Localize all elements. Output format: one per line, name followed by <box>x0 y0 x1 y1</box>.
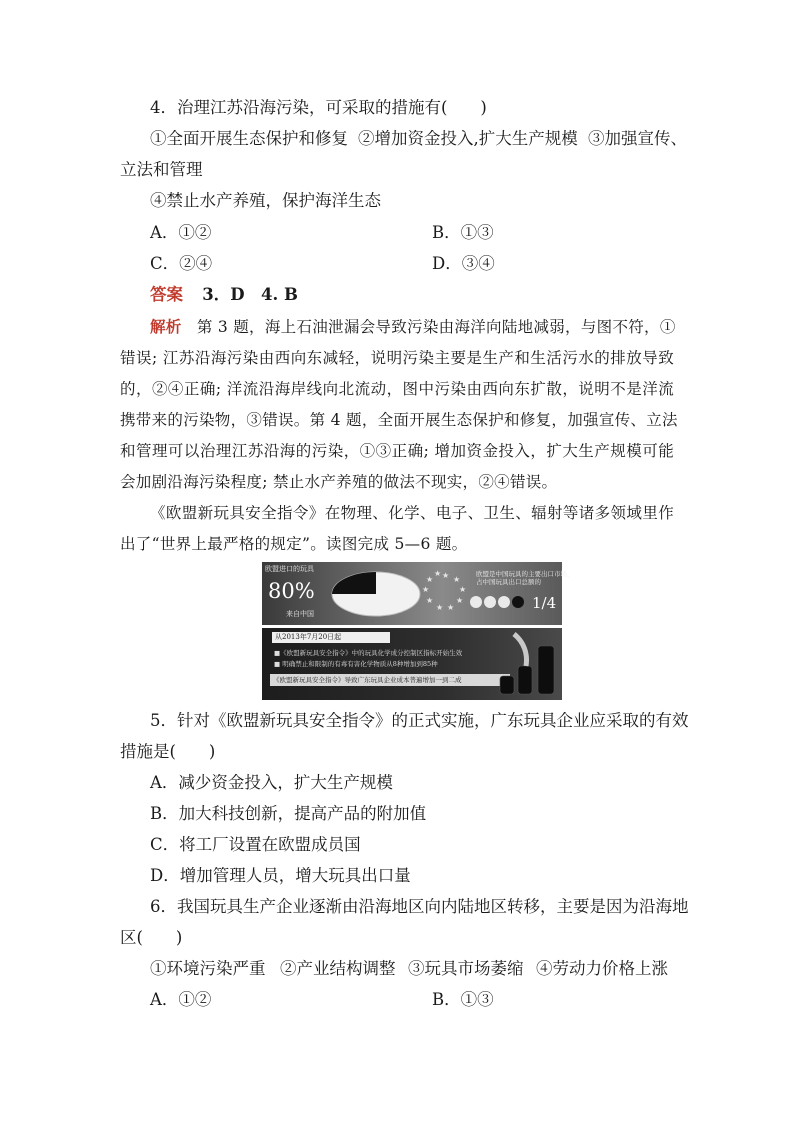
q4-choice-b: B．①③ <box>432 223 494 242</box>
q6-choice-b: B．①③ <box>432 990 494 1009</box>
svg-text:★: ★ <box>436 603 444 612</box>
svg-text:★: ★ <box>434 569 442 578</box>
svg-text:★: ★ <box>459 585 467 594</box>
svg-text:★: ★ <box>453 575 461 584</box>
eu-stars-icon <box>420 568 470 618</box>
q4-option-1: ①全面开展生态保护和修复 <box>150 129 348 148</box>
analysis-line-4: 携带来的污染物，③错误。第 4 题，全面开展生态保护和修复，加强宣传、立法 <box>120 411 678 429</box>
q4-choice-c: C．②④ <box>150 254 213 273</box>
q5-choice-c: C．将工厂设置在欧盟成员国 <box>150 835 361 854</box>
pie-chart-icon <box>326 566 426 622</box>
q6-option-3: ③玩具市场萎缩 <box>408 959 524 978</box>
figure-bullet-2: ■ 明确禁止和限制的有毒有害化学物质从8种增加到85种 <box>274 660 438 668</box>
q5-choice-d: D．增加管理人员，增大玩具出口量 <box>150 866 411 885</box>
analysis-line-3: 的，②④正确; 洋流沿海岸线向北流动，图中污染由西向东扩散，说明不是洋流 <box>120 380 674 398</box>
analysis-line-6: 会加剧沿海污染程度; 禁止水产养殖的做法不现实，②④错误。 <box>120 473 558 491</box>
q6-option-4: ④劳动力价格上涨 <box>536 959 668 978</box>
svg-text:★: ★ <box>426 575 434 584</box>
eu-toy-figure <box>262 562 574 700</box>
q4-choice-a: A．①② <box>150 223 212 242</box>
svg-text:★: ★ <box>426 596 434 605</box>
q5-choice-a: A．减少资金投入，扩大生产规模 <box>150 773 393 792</box>
svg-text:★: ★ <box>422 585 430 594</box>
answer-value: 3．D 4. B <box>202 285 298 304</box>
figure-from-china: 来自中国 <box>286 610 314 618</box>
q5-stem-line-1: 5．针对《欧盟新玩具安全指令》的正式实施，广东玩具企业应采取的有效 <box>150 711 689 730</box>
q6-stem-line-1: 6．我国玩具生产企业逐渐由沿海地区向内陆地区转移，主要是因为沿海地 <box>150 897 689 916</box>
coin-stacks-icon <box>494 632 560 698</box>
svg-text:★: ★ <box>447 603 455 612</box>
figure-fraction: 1/4 <box>532 594 557 612</box>
answer-label: 答案 <box>150 285 183 304</box>
figure-date-heading: 从2013年7月20日起 <box>272 632 390 643</box>
q4-option-3-cont: 立法和管理 <box>120 160 203 179</box>
figure-bullet-1: ■《欧盟新玩具安全指令》中的玩具化学成分控制区指标开始生效 <box>274 649 463 657</box>
svg-text:★: ★ <box>442 571 450 580</box>
figure-percent: 80% <box>268 579 315 603</box>
q4-option-4: ④禁止水产养殖，保护海洋生态 <box>150 191 381 210</box>
q6-option-2: ②产业结构调整 <box>280 959 396 978</box>
q5-choice-b: B．加大科技创新，提高产品的附加值 <box>150 804 427 823</box>
analysis-line-5: 和管理可以治理江苏沿海的污染，①③正确; 增加资金投入，扩大生产规模可能 <box>120 442 674 460</box>
analysis-line-1 <box>150 316 674 338</box>
q5-stem-line-2: 措施是( ) <box>120 742 216 761</box>
q4-option-2: ②增加资金投入,扩大生产规模 <box>358 129 578 148</box>
analysis-label: 解析 <box>150 317 182 336</box>
q4-stem: 4．治理江苏沿海污染，可采取的措施有( ) <box>150 98 487 117</box>
answer-line <box>150 284 298 306</box>
q6-option-1: ①环境污染严重 <box>150 959 266 978</box>
intro-line-1: 《欧盟新玩具安全指令》在物理、化学、电子、卫生、辐射等诸多领域里作 <box>150 504 674 522</box>
q6-stem-line-2: 区( ) <box>120 928 183 947</box>
q4-choice-d: D．③④ <box>432 254 495 273</box>
q4-option-3: ③加强宣传、 <box>588 129 687 148</box>
figure-market-text-2: 占中国玩具出口总额的 <box>476 578 541 586</box>
analysis-text-1: 第 3 题，海上石油泄漏会导致污染由海洋向陆地减弱，与图不符，① <box>196 318 676 336</box>
figure-market-text-1: 欧盟是中国玩具的主要出口市场， <box>476 570 574 578</box>
analysis-line-2: 错误; 江苏沿海污染由西向东减轻，说明污染主要是生产和生活污水的排放导致 <box>120 349 674 367</box>
rubber-duck-icons <box>468 592 530 612</box>
figure-eu-import-label: 欧盟进口的玩具 <box>265 565 314 573</box>
intro-line-2: 出了“世界上最严格的规定”。读图完成 5—6 题。 <box>120 535 468 553</box>
figure-footer: 《欧盟新玩具安全指令》导致广东玩具企业成本普遍增加一到二成 <box>270 674 510 686</box>
q6-choice-a: A．①② <box>150 990 212 1009</box>
svg-text:★: ★ <box>456 596 464 605</box>
